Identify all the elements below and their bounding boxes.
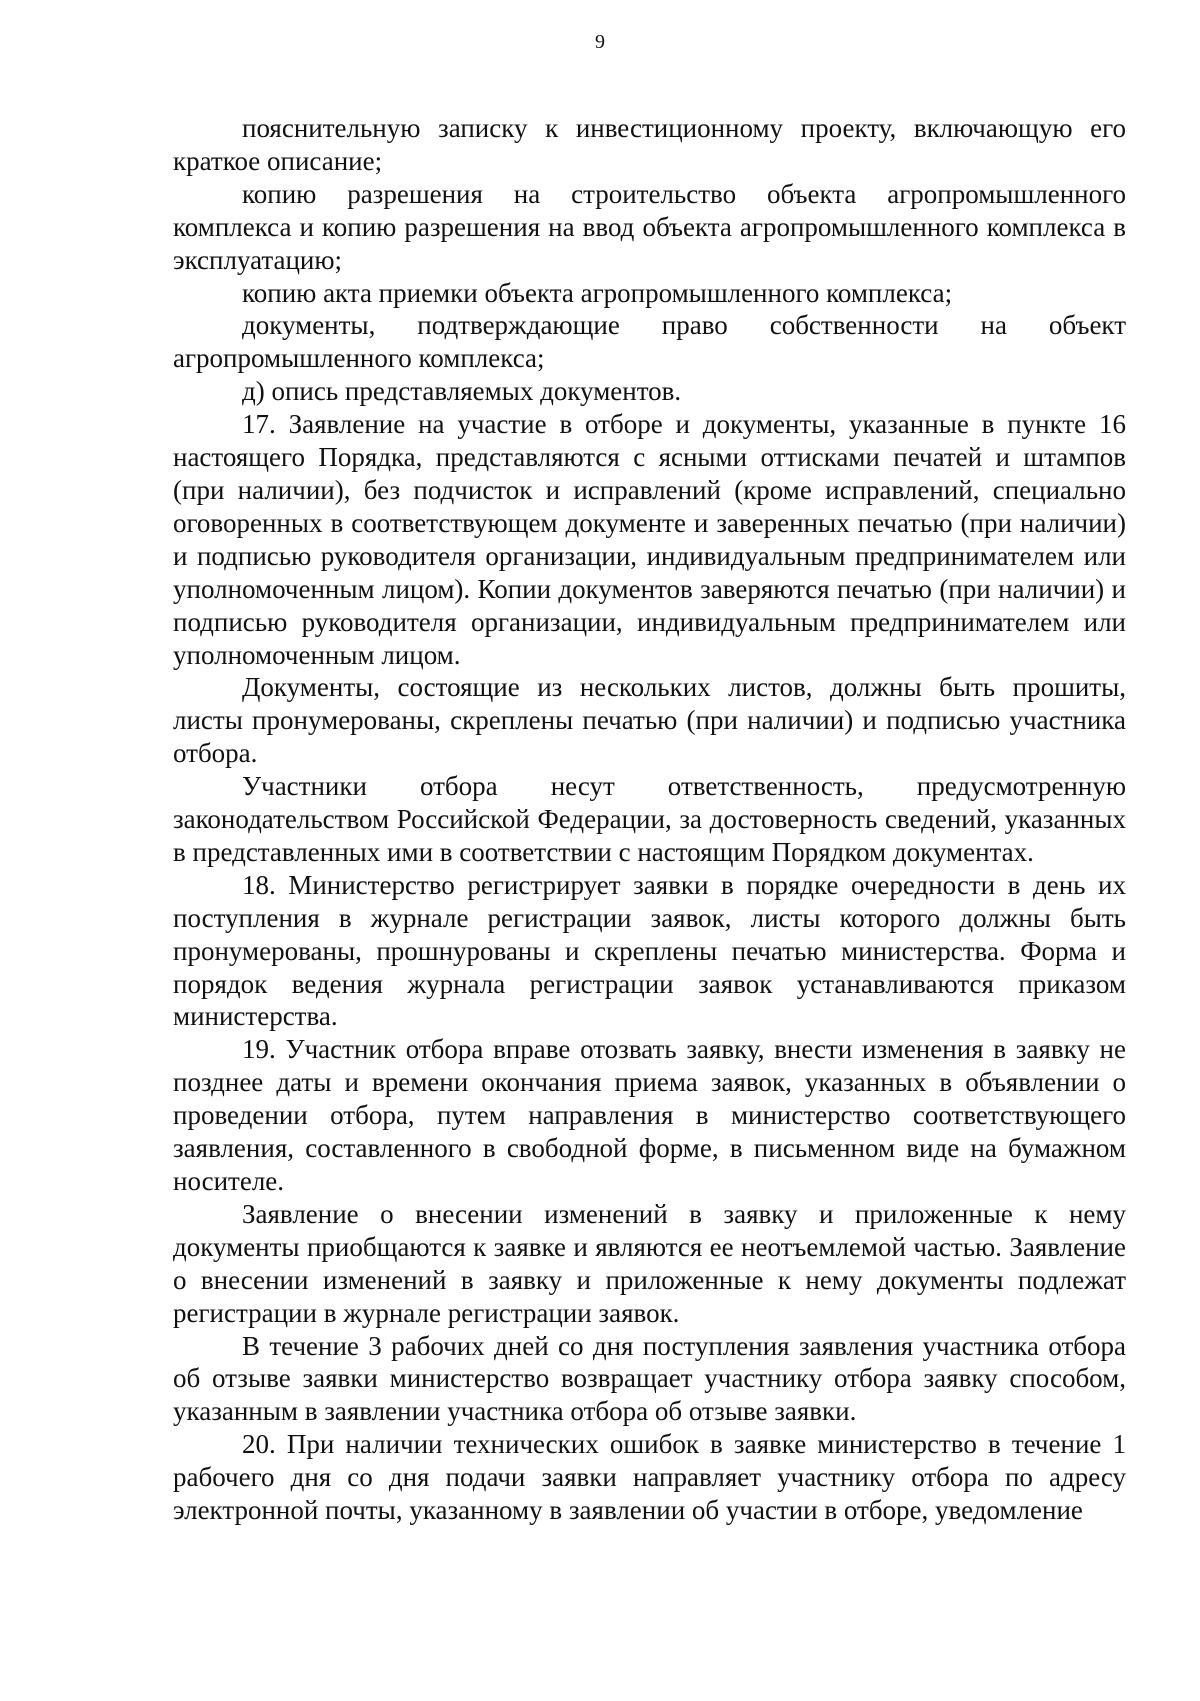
paragraph-item-17: 17. Заявление на участие в отборе и документы, указанные в пункте 16 настоящего Порядка, представляются с ясными оттисками печатей и штампов (при наличии), без подчисток и исправлений (кроме исправлений, специально оговоренных в соответствующем документе и заверенных печатью (при наличии) и подписью руководителя организации, индивидуальным предпринимателем или уполномоченным лицом). Копии документов заверяются печатью (при наличии) и подписью руководителя организации, индивидуальным предпринимателем или уполномоченным лицом.: [173, 409, 1126, 670]
paragraph-multi-sheet-documents: Документы, состоящие из нескольких листов, должны быть прошиты, листы пронумерованы, скреплены печатью (при наличии) и подписью участника отбора.: [173, 672, 1126, 769]
paragraph-ownership-documents: документы, подтверждающие право собственности на объект агропромышленного комплекса;: [173, 310, 1126, 374]
page-number: 9: [595, 31, 605, 53]
paragraph-item-20: 20. При наличии технических ошибок в заявке министерство в течение 1 рабочего дня со дня подачи заявки направляет участнику отбора по адресу электронной почты, указанному в заявлении об участии в отборе, уведомление: [173, 1429, 1126, 1526]
paragraph-item-19: 19. Участник отбора вправе отозвать заявку, внести изменения в заявку не позднее даты и времени окончания приема заявок, указанных в объявлении о проведении отбора, путем направления в министерство соответствующего заявления, составленного в свободной форме, в письменном виде на бумажном носителе.: [173, 1034, 1126, 1196]
paragraph-item-18: 18. Министерство регистрирует заявки в порядке очередности в день их поступления в журнале регистрации заявок, листы которого должны быть пронумерованы, прошнурованы и скреплены печатью министерства. Форма и порядок ведения журнала регистрации заявок устанавливаются приказом министерства.: [173, 869, 1126, 1032]
paragraph-construction-permit: копию разрешения на строительство объекта агропромышленного комплекса и копию разрешения на ввод объекта агропромышленного комплекса в эксплуатацию;: [173, 178, 1126, 275]
paragraph-participant-responsibility: Участники отбора несут ответственность, предусмотренную законодательством Российской Федерации, за достоверность сведений, указанных в представленных ими в соответствии с настоящим Порядком документах.: [173, 771, 1126, 867]
paragraph-withdrawal-return: В течение 3 рабочих дней со дня поступления заявления участника отбора об отзыве заявки министерство возвращает участнику отбора заявку способом, указанным в заявлении участника отбора об отзыве заявки.: [173, 1330, 1126, 1427]
paragraph-explanatory-note: пояснительную записку к инвестиционному проекту, включающую его краткое описание;: [173, 113, 1126, 176]
document-body: [173, 112, 1126, 1527]
paragraph-amendment-statement: Заявление о внесении изменений в заявку и приложенные к нему документы приобщаются к заявке и являются ее неотъемлемой частью. Заявление о внесении изменений в заявку и приложенные к нему документы подлежат регистрации в журнале регистрации заявок.: [173, 1198, 1126, 1328]
paragraph-inventory: д) опись представляемых документов.: [242, 376, 682, 407]
paragraph-acceptance-act: копию акта приемки объекта агропромышленного комплекса;: [242, 277, 953, 308]
